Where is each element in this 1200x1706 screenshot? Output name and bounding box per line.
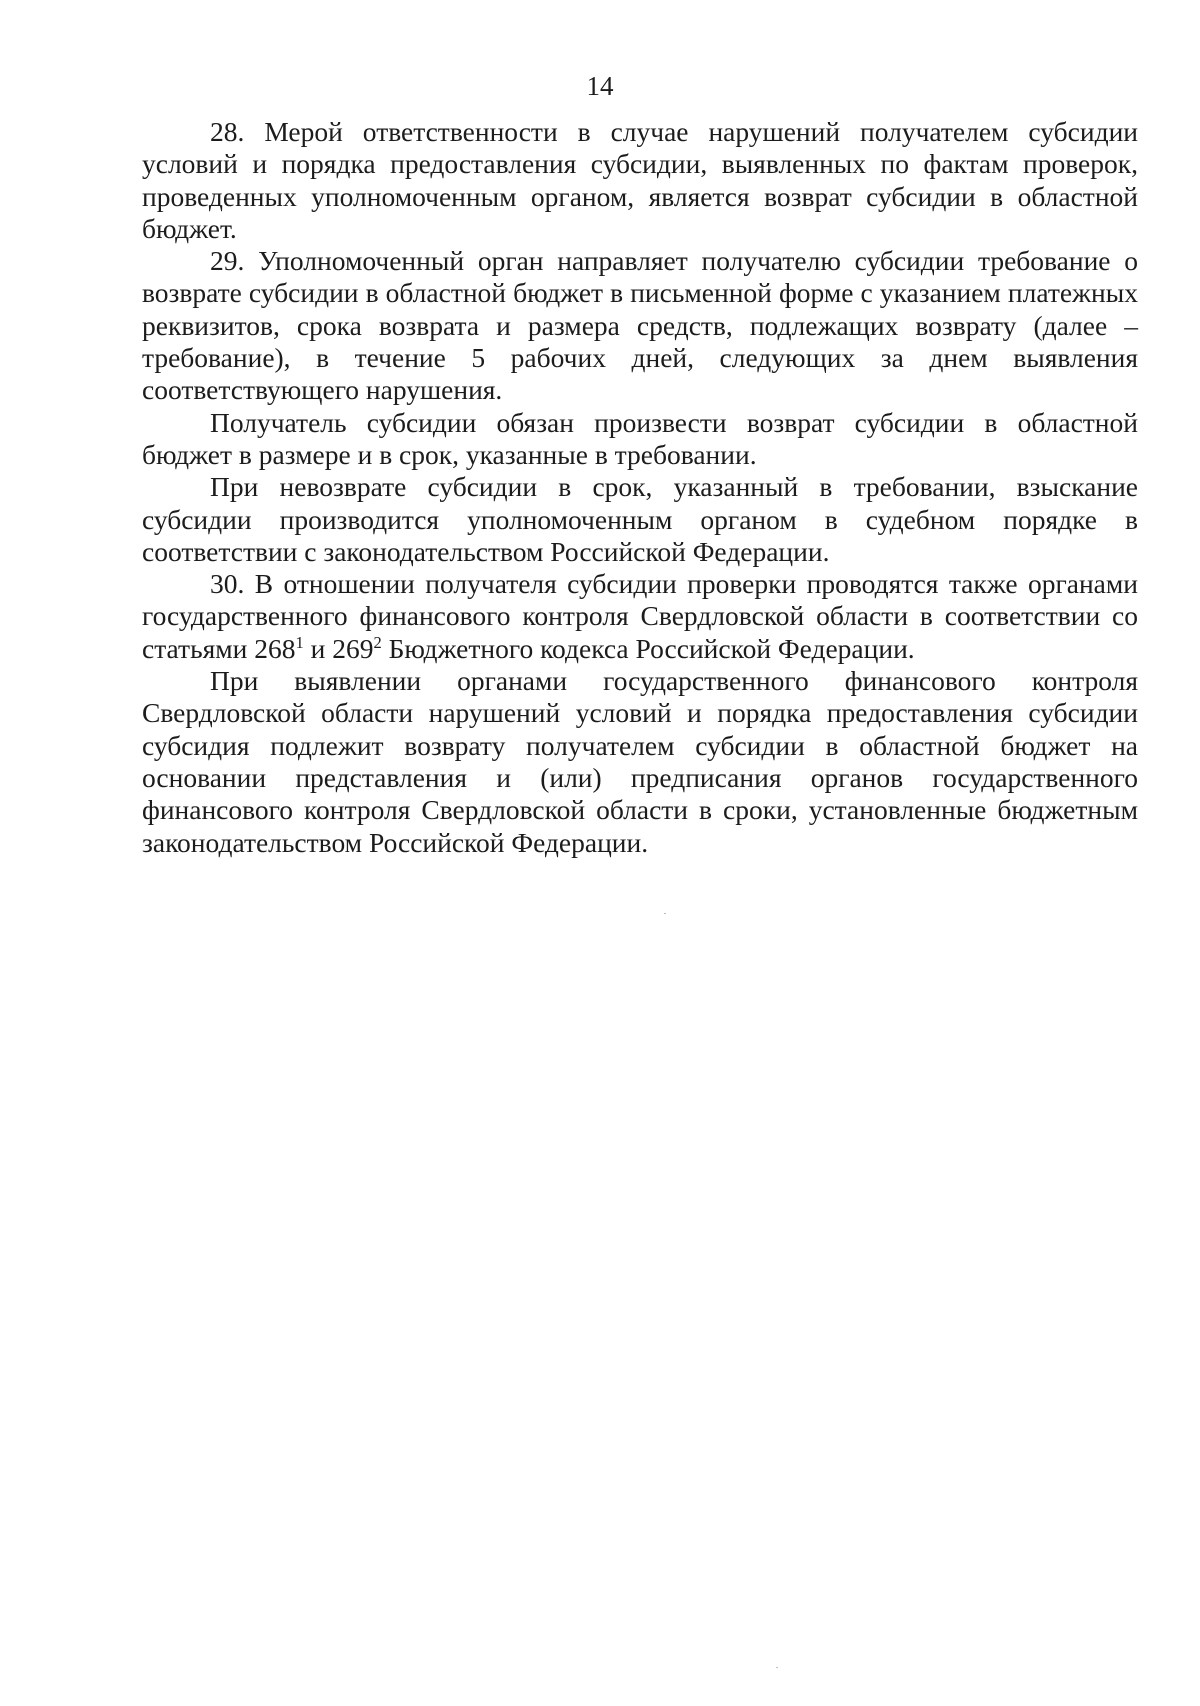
footnote-superscript-2: 2: [373, 632, 382, 652]
paragraph-28: 28. Мерой ответственности в случае нарушений получателем субсидии условий и порядка предоставления субсидии, выявленных по фактам проверок, проведенных уполномоченным органом, является возврат субсидии в областной бюджет.: [142, 116, 1138, 244]
paragraph-30-text-after: Бюджетного кодекса Российской Федерации.: [381, 632, 915, 664]
paragraph-29-recovery: При невозврате субсидии в срок, указанный в требовании, взыскание субсидии производится уполномоченным органом в судебном порядке в соответствии с законодательством Российской Федерации.: [142, 471, 1138, 567]
paragraph-30: [142, 568, 1138, 665]
page-number: 14: [586, 71, 614, 101]
scan-speck: [776, 1667, 778, 1668]
paragraph-30-text-middle: и 269: [303, 632, 374, 664]
paragraph-30-violations: При выявлении органами государственного финансового контроля Свердловской области нарушений условий и порядка предоставления субсидии субсидия подлежит возврату получателем субсидии в областной бюджет на основании представления и (или) предписания органов государственного финансового контроля Свердловской области в сроки, установленные бюджетным законодательством Российской Федерации.: [142, 665, 1138, 858]
paragraph-29: 29. Уполномоченный орган направляет получателю субсидии требование о возврате субсидии в областной бюджет в письменной форме с указанием платежных реквизитов, срока возврата и размера средств, подлежащих возврату (далее – требование), в течение 5 рабочих дней, следующих за днем выявления соответствующего нарушения.: [142, 245, 1138, 406]
paragraph-30-text-before: 30. В отношении получателя субсидии проверки проводятся также органами государственного финансового контроля Свердловской области в соответствии со статьями 268: [142, 568, 1138, 664]
footnote-superscript-1: 1: [295, 632, 304, 652]
paragraph-29-obligation: Получатель субсидии обязан произвести возврат субсидии в областной бюджет в размере и в срок, указанные в требовании.: [142, 406, 1138, 470]
document-body: [142, 116, 1138, 859]
scan-speck: [664, 913, 666, 914]
